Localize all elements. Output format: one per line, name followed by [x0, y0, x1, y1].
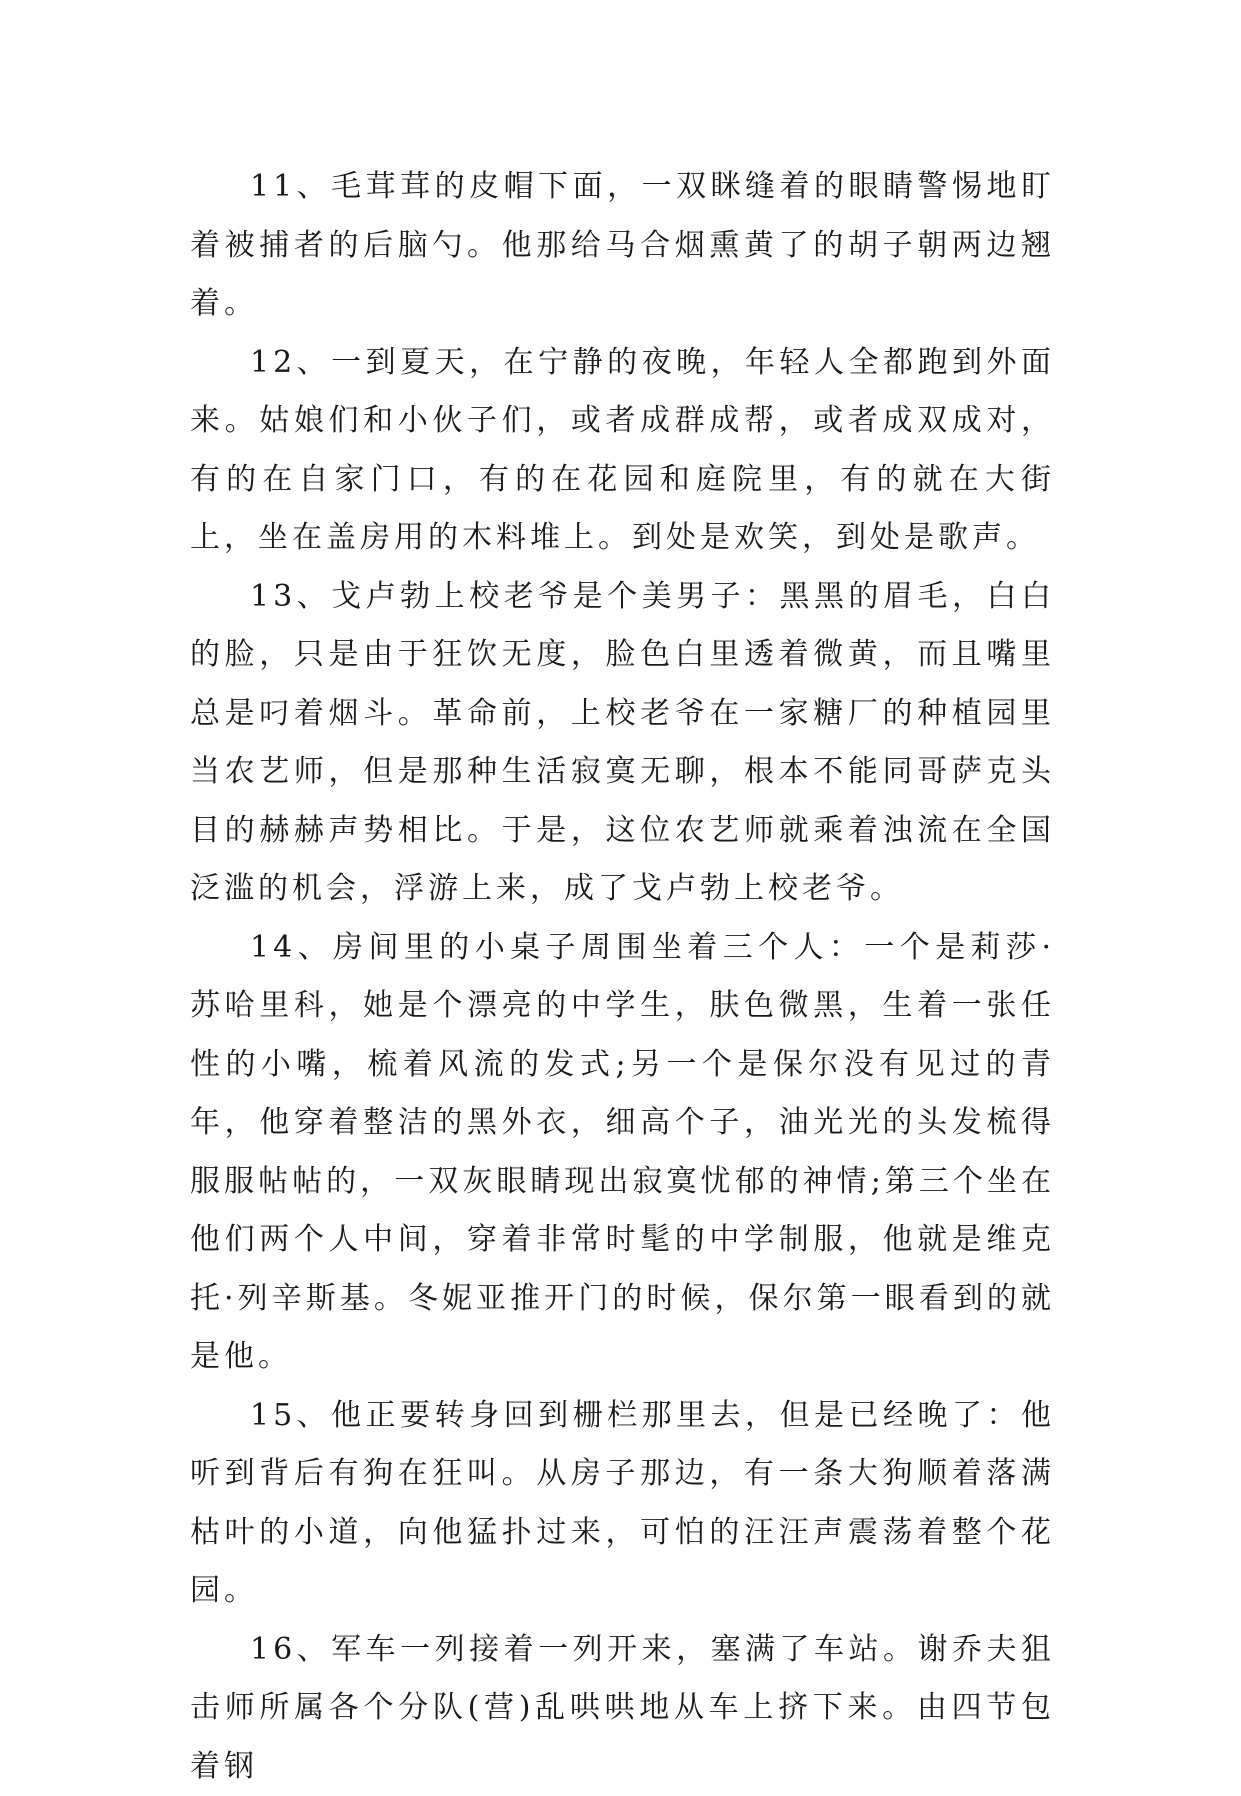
paragraph-13: 13、戈卢勃上校老爷是个美男子：黑黑的眉毛，白白的脸，只是由于狂饮无度，脸色白里透着微黄，而且嘴里总是叼着烟斗。革命前，上校老爷在一家糖厂的种植园里当农艺师，但是那种生活寂寞无聊，根本不能同哥萨克头目的赫赫声势相比。于是，这位农艺师就乘着浊流在全国泛滥的机会，浮游上来，成了戈卢勃上校老爷。 — [190, 568, 1055, 919]
paragraph-15: 15、他正要转身回到栅栏那里去，但是已经晚了：他听到背后有狗在狂叫。从房子那边，有一条大狗顺着落满枯叶的小道，向他猛扑过来，可怕的汪汪声震荡着整个花园。 — [190, 1387, 1055, 1621]
paragraph-16: 16、军车一列接着一列开来，塞满了车站。谢乔夫狙击师所属各个分队(营)乱哄哄地从车上挤下来。由四节包着钢 — [190, 1621, 1055, 1796]
paragraph-14: 14、房间里的小桌子周围坐着三个人：一个是莉莎·苏哈里科，她是个漂亮的中学生，肤色微黑，生着一张任性的小嘴，梳着风流的发式;另一个是保尔没有见过的青年，他穿着整洁的黑外衣，细高个子，油光光的头发梳得服服帖帖的，一双灰眼睛现出寂寞忧郁的神情;第三个坐在他们两个人中间，穿着非常时髦的中学制服，他就是维克托·列辛斯基。冬妮亚推开门的时候，保尔第一眼看到的就是他。 — [190, 919, 1055, 1387]
paragraph-12: 12、一到夏天，在宁静的夜晚，年轻人全都跑到外面来。姑娘们和小伙子们，或者成群成帮，或者成双成对，有的在自家门口，有的在花园和庭院里，有的就在大街上，坐在盖房用的木料堆上。到处是欢笑，到处是歌声。 — [190, 334, 1055, 568]
body-text — [190, 158, 1055, 1796]
paragraph-11: 11、毛茸茸的皮帽下面，一双眯缝着的眼睛警惕地盯着被捕者的后脑勺。他那给马合烟熏黄了的胡子朝两边翘着。 — [190, 158, 1055, 334]
